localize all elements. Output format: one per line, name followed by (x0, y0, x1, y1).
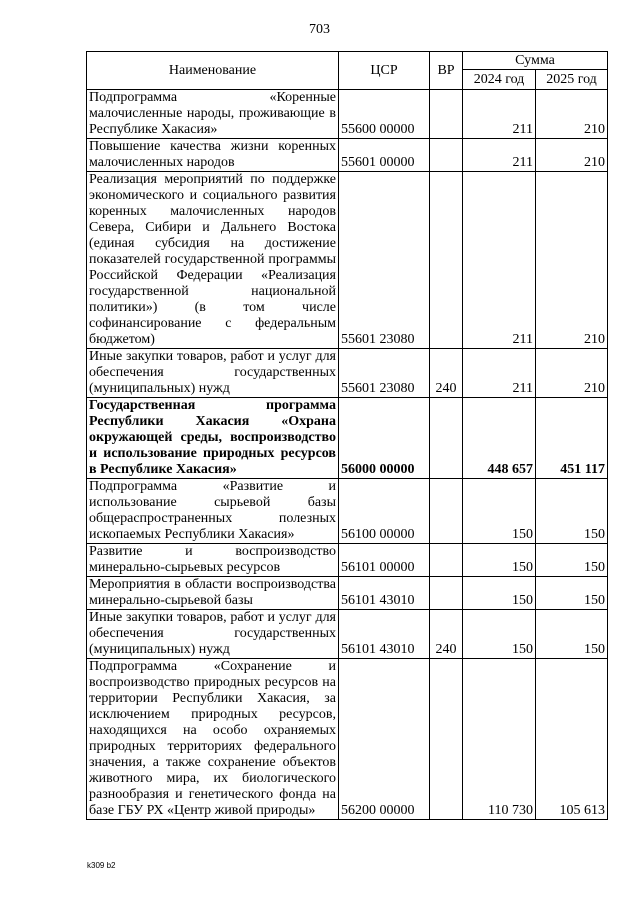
row-name-cell: Подпрограмма «Сохранение и воспроизводство природных ресурсов на территории Республики Хакасия, за исключением природных ресурсов, находящихся на особо охраняемых природных территориях федерального значения, а также сохранение объектов животного мира, их биологического разнообразия и генетического фонда на базе ГБУ РХ «Центр живой природы» (87, 659, 339, 820)
row-csr-cell: 56100 00000 (339, 479, 430, 544)
row-amount-2025-cell: 150 (536, 577, 608, 610)
row-amount-2025-cell: 210 (536, 139, 608, 172)
row-amount-2025-cell: 150 (536, 544, 608, 577)
row-vr-cell (430, 577, 463, 610)
header-year-2024: 2024 год (463, 70, 536, 90)
row-csr-cell: 56101 43010 (339, 610, 430, 659)
table-row (87, 172, 608, 349)
row-csr-cell: 56101 43010 (339, 577, 430, 610)
row-amount-2024-cell: 211 (463, 90, 536, 139)
row-amount-2024-cell: 211 (463, 349, 536, 398)
table-row (87, 544, 608, 577)
row-name-cell: Подпрограмма «Коренные малочисленные народы, проживающие в Республике Хакасия» (87, 90, 339, 139)
row-amount-2025-cell: 150 (536, 610, 608, 659)
row-amount-2025-cell: 150 (536, 479, 608, 544)
row-amount-2024-cell: 150 (463, 610, 536, 659)
row-vr-cell (430, 659, 463, 820)
row-csr-cell: 56101 00000 (339, 544, 430, 577)
row-vr-cell: 240 (430, 349, 463, 398)
row-amount-2025-cell: 210 (536, 172, 608, 349)
header-sum: Сумма (463, 52, 608, 70)
row-vr-cell: 240 (430, 610, 463, 659)
header-year-2025: 2025 год (536, 70, 608, 90)
row-csr-cell: 56000 00000 (339, 398, 430, 479)
budget-table (86, 51, 608, 820)
row-csr-cell: 55601 00000 (339, 139, 430, 172)
row-amount-2024-cell: 211 (463, 139, 536, 172)
row-amount-2025-cell: 451 117 (536, 398, 608, 479)
row-name-cell: Иные закупки товаров, работ и услуг для обеспечения государственных (муниципальных) нужд (87, 610, 339, 659)
table-row (87, 610, 608, 659)
row-amount-2024-cell: 150 (463, 479, 536, 544)
page-number: 703 (309, 22, 330, 37)
row-amount-2024-cell: 110 730 (463, 659, 536, 820)
row-amount-2025-cell: 210 (536, 90, 608, 139)
row-amount-2024-cell: 448 657 (463, 398, 536, 479)
row-amount-2025-cell: 105 613 (536, 659, 608, 820)
header-csr: ЦСР (339, 52, 430, 90)
row-vr-cell (430, 544, 463, 577)
table-row (87, 398, 608, 479)
row-name-cell: Государственная программа Республики Хакасия «Охрана окружающей среды, воспроизводство и использование природных ресурсов в Республике Хакасия» (87, 398, 339, 479)
row-csr-cell: 55601 23080 (339, 172, 430, 349)
row-csr-cell: 55600 00000 (339, 90, 430, 139)
row-vr-cell (430, 90, 463, 139)
table-row (87, 479, 608, 544)
row-amount-2025-cell: 210 (536, 349, 608, 398)
row-vr-cell (430, 139, 463, 172)
table-row (87, 90, 608, 139)
row-vr-cell (430, 479, 463, 544)
header-vr: ВР (430, 52, 463, 90)
row-name-cell: Подпрограмма «Развитие и использование сырьевой базы общераспространенных полезных ископаемых Республики Хакасия» (87, 479, 339, 544)
row-name-cell: Развитие и воспроизводство минерально-сырьевых ресурсов (87, 544, 339, 577)
footer-code: k309 b2 (87, 861, 116, 870)
table-row (87, 349, 608, 398)
header-name: Наименование (87, 52, 339, 90)
row-name-cell: Мероприятия в области воспроизводства минерально-сырьевой базы (87, 577, 339, 610)
row-name-cell: Реализация мероприятий по поддержке экономического и социального развития коренных малочисленных народов Севера, Сибири и Дальнего Востока (единая субсидия на достижение показателей государственной программы Российской Федерации «Реализация государственной национальной политики») (в том числе софинансирование с федеральным бюджетом) (87, 172, 339, 349)
table-row (87, 139, 608, 172)
row-amount-2024-cell: 150 (463, 577, 536, 610)
table-row (87, 659, 608, 820)
row-name-cell: Повышение качества жизни коренных малочисленных народов (87, 139, 339, 172)
row-amount-2024-cell: 211 (463, 172, 536, 349)
row-vr-cell (430, 172, 463, 349)
row-name-cell: Иные закупки товаров, работ и услуг для обеспечения государственных (муниципальных) нужд (87, 349, 339, 398)
table-row (87, 577, 608, 610)
row-vr-cell (430, 398, 463, 479)
row-csr-cell: 56200 00000 (339, 659, 430, 820)
row-csr-cell: 55601 23080 (339, 349, 430, 398)
row-amount-2024-cell: 150 (463, 544, 536, 577)
